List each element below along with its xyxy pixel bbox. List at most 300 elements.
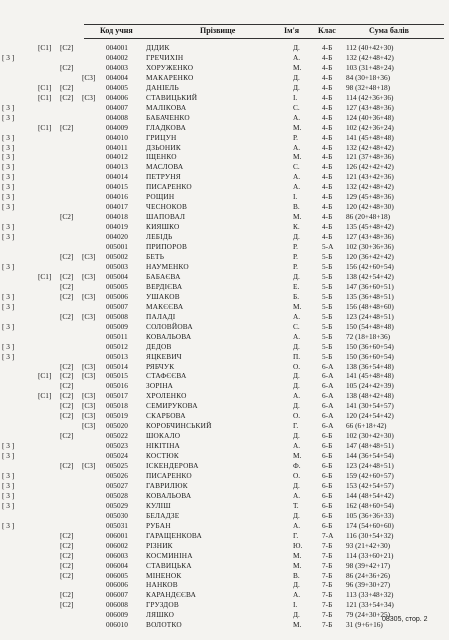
cell-code: 005018 [106,401,128,411]
cell-cls: 6-Б [322,520,333,530]
table-row [0,381,449,391]
cell-name: ЯЦКЕВИЧ [146,351,182,361]
cell-b: [C2] [60,212,74,222]
cell-init: А. [293,490,301,500]
cell-b: [C2] [60,540,74,550]
cell-sum: 114 (42+36+36) [346,92,394,102]
cell-z: [ 3 ] [2,261,15,271]
cell-sum: 126 (42+42+42) [346,162,394,172]
cell-code: 005031 [106,520,128,530]
cell-c: [C3] [82,311,96,321]
cell-name: ДІДИК [146,43,170,52]
cell-init: А. [293,331,301,341]
cell-code: 004016 [106,192,128,202]
cell-z: [ 3 ] [2,441,15,451]
cell-cls: 4-Б [322,92,333,102]
cell-init: Д. [293,510,300,520]
cell-init: А. [293,520,301,530]
cell-name: НАНКОВ [146,580,178,590]
cell-cls: 6-Б [322,431,333,441]
table-row [0,421,449,431]
cell-name: КОСМИНІНА [146,550,193,560]
cell-a: [C1] [38,371,52,381]
cell-code: 006009 [106,610,128,620]
table-row [0,43,449,53]
cell-cls: 4-Б [322,162,333,172]
cell-init: Д. [293,341,300,351]
table-row [0,471,449,481]
cell-sum: 86 (20+48+18) [346,212,391,222]
cell-init: Д. [293,610,300,620]
cell-z: [ 3 ] [2,192,15,202]
cell-name: КОВАЛЬОВА [146,490,192,500]
cell-cls: 5-Б [322,351,333,361]
cell-sum: 112 (40+42+30) [346,43,394,52]
cell-name: НАУМЕНКО [146,261,189,271]
cell-sum: 150 (36+60+54) [346,351,394,361]
cell-name: ДАНІЕЛЬ [146,82,179,92]
table-row [0,133,449,143]
cell-a: [C1] [38,391,52,401]
cell-cls: 4-Б [322,222,333,232]
cell-sum: 127 (43+48+36) [346,102,394,112]
header-initial: Ім'я [284,26,300,35]
cell-code: 004009 [106,122,128,132]
cell-cls: 4-Б [322,82,333,92]
cell-code: 004013 [106,162,128,172]
cell-cls: 4-Б [322,132,333,142]
cell-cls: 5-Б [322,341,333,351]
cell-init: М. [293,62,302,72]
cell-code: 004006 [106,92,128,102]
cell-cls: 5-Б [322,271,333,281]
cell-init: Г. [293,421,299,431]
cell-name: КАРАНДЄЄВА [146,590,197,600]
table-row [0,571,449,581]
cell-sum: 66 (6+18+42) [346,421,387,431]
cell-cls: 6-Б [322,500,333,510]
cell-name: ГАРАЩЕНКОВА [146,530,203,540]
cell-init: В. [293,570,300,580]
cell-cls: 4-Б [322,122,333,132]
cell-c: [C3] [82,72,96,82]
cell-c: [C3] [82,291,96,301]
cell-code: 004019 [106,222,128,232]
cell-cls: 4-Б [322,212,333,222]
table-row [0,282,449,292]
cell-name: СКАРБОВА [146,411,186,421]
cell-sum: 147 (36+60+51) [346,281,394,291]
cell-sum: 120 (24+54+42) [346,411,394,421]
cell-name: ГРУЗДОВ [146,600,179,610]
cell-b: [C2] [60,381,74,391]
table-row [0,232,449,242]
cell-code: 005027 [106,480,128,490]
cell-init: Е. [293,281,300,291]
cell-sum: 174 (54+60+60) [346,520,394,530]
cell-code: 004007 [106,102,128,112]
cell-cls: 4-Б [322,172,333,182]
cell-code: 005003 [106,261,128,271]
cell-sum: 141 (45+48+48) [346,371,394,381]
cell-name: СТАВИЦЬКА [146,560,192,570]
cell-name: ІЩЕНКО [146,152,177,162]
cell-sum: 105 (36+36+33) [346,510,394,520]
cell-sum: 102 (30+42+30) [346,431,394,441]
cell-init: Д. [293,580,300,590]
cell-sum: 138 (48+42+48) [346,391,394,401]
cell-b: [C2] [60,291,74,301]
cell-name: КОСТЮК [146,451,179,461]
table-row [0,491,449,501]
cell-sum: 144 (48+54+42) [346,490,394,500]
cell-name: УШАКОВ [146,291,180,301]
cell-sum: 138 (42+54+42) [346,271,394,281]
cell-name: КИЯШКО [146,222,180,232]
cell-cls: 6-Б [322,480,333,490]
cell-name: РОЩИН [146,192,175,202]
table-row [0,461,449,471]
table-row [0,302,449,312]
table-row [0,272,449,282]
cell-init: Ю. [293,540,303,550]
cell-b: [C2] [60,570,74,580]
cell-code: 005017 [106,391,128,401]
cell-a: [C1] [38,92,52,102]
cell-code: 004008 [106,112,128,122]
cell-name: ХОРУЖЕНКО [146,62,194,72]
table-row [0,531,449,541]
cell-b: [C2] [60,82,74,92]
cell-sum: 102 (42+36+24) [346,122,394,132]
cell-b: [C2] [60,600,74,610]
cell-cls: 7-Б [322,550,333,560]
cell-c: [C3] [82,411,96,421]
cell-name: МАКЄЄВА [146,301,184,311]
cell-z: [ 3 ] [2,470,15,480]
cell-name: СОЛОВЙОВА [146,321,193,331]
cell-sum: 102 (30+36+36) [346,242,394,252]
cell-z: [ 3 ] [2,222,15,232]
cell-z: [ 3 ] [2,232,15,242]
table-row [0,202,449,212]
cell-init: В. [293,202,300,212]
cell-init: М. [293,550,302,560]
table-row [0,332,449,342]
cell-cls: 6-Б [322,461,333,471]
cell-z: [ 3 ] [2,291,15,301]
cell-name: МАКАРЕНКО [146,72,194,82]
cell-name: РІЗНИК [146,540,173,550]
table-row [0,123,449,133]
cell-code: 004012 [106,152,128,162]
cell-init: С. [293,321,300,331]
cell-sum: 156 (42+60+54) [346,261,394,271]
cell-sum: 162 (48+60+54) [346,500,394,510]
cell-sum: 156 (48+48+60) [346,301,394,311]
cell-code: 005028 [106,490,128,500]
cell-b: [C2] [60,391,74,401]
cell-name: ГАВРИЛЮК [146,480,188,490]
cell-code: 005030 [106,510,128,520]
header-surname: Прізвище [200,26,236,35]
cell-init: Д. [293,271,300,281]
cell-name: СТАВИЦЬКИЙ [146,92,198,102]
cell-code: 005001 [106,242,128,252]
cell-init: О. [293,470,301,480]
cell-code: 005014 [106,361,128,371]
cell-name: СТАФЄЄВА [146,371,187,381]
table-row [0,481,449,491]
table-row [0,501,449,511]
table-row [0,600,449,610]
cell-init: А. [293,391,301,401]
table-row [0,391,449,401]
cell-code: 005019 [106,411,128,421]
table-row [0,63,449,73]
cell-cls: 5-Б [322,321,333,331]
cell-code: 005024 [106,451,128,461]
cell-init: А. [293,172,301,182]
cell-code: 005026 [106,470,128,480]
table-row [0,590,449,600]
cell-name: ГЛАДКОВА [146,122,187,132]
cell-cls: 6-А [322,381,334,391]
cell-c: [C3] [82,391,96,401]
cell-code: 005029 [106,500,128,510]
table-row [0,352,449,362]
cell-sum: 141 (45+48+48) [346,132,394,142]
cell-init: Д. [293,480,300,490]
cell-name: ВОЛОТКО [146,620,182,630]
cell-sum: 127 (43+48+36) [346,232,394,242]
cell-code: 004002 [106,52,128,62]
cell-code: 004015 [106,182,128,192]
cell-z: [ 3 ] [2,490,15,500]
cell-init: Д. [293,401,300,411]
cell-b: [C2] [60,461,74,471]
cell-sum: 124 (40+36+48) [346,112,394,122]
cell-code: 006006 [106,580,128,590]
cell-cls: 5-Б [322,331,333,341]
cell-cls: 4-Б [322,43,333,52]
cell-z: [ 3 ] [2,351,15,361]
cell-cls: 7-Б [322,560,333,570]
cell-code: 006004 [106,560,128,570]
results-table [0,43,449,630]
cell-init: Д. [293,72,300,82]
table-row [0,322,449,332]
cell-name: КОВАЛЬОВА [146,331,192,341]
cell-init: М. [293,152,302,162]
cell-name: КОРОБЧИНСЬКИЙ [146,421,212,431]
cell-sum: 120 (36+42+42) [346,252,394,262]
cell-z: [ 3 ] [2,52,15,62]
cell-name: РУБАН [146,520,171,530]
cell-cls: 6-Б [322,490,333,500]
cell-b: [C2] [60,361,74,371]
cell-sum: 120 (42+48+30) [346,202,394,212]
cell-cls: 7-Б [322,580,333,590]
table-row [0,511,449,521]
cell-cls: 7-Б [322,570,333,580]
cell-z: [ 3 ] [2,301,15,311]
cell-code: 005023 [106,441,128,451]
cell-name: КУЛІШ [146,500,171,510]
cell-sum: 121 (37+48+36) [346,152,394,162]
cell-sum: 132 (42+48+42) [346,182,394,192]
cell-sum: 141 (30+54+57) [346,401,394,411]
cell-name: ДЗЬОНИК [146,142,181,152]
cell-code: 005009 [106,321,128,331]
cell-init: К. [293,222,300,232]
cell-init: Т. [293,500,299,510]
cell-code: 005016 [106,381,128,391]
cell-init: Б. [293,291,300,301]
cell-name: СЕМИРУКОВА [146,401,198,411]
cell-sum: 135 (45+48+42) [346,222,394,232]
table-row [0,401,449,411]
cell-init: Д. [293,431,300,441]
table-row [0,362,449,372]
cell-name: ГРЕЧИХІН [146,52,184,62]
cell-b: [C2] [60,371,74,381]
table-row [0,521,449,531]
cell-a: [C1] [38,122,52,132]
cell-cls: 4-Б [322,72,333,82]
cell-init: А. [293,311,301,321]
cell-b: [C2] [60,530,74,540]
cell-init: А. [293,441,301,451]
cell-sum: 31 (9+6+16) [346,620,383,630]
cell-init: М. [293,451,302,461]
cell-name: МІНЕНОК [146,570,182,580]
cell-z: [ 3 ] [2,341,15,351]
cell-name: ПИСАРЕНКО [146,470,192,480]
cell-sum: 123 (24+48+51) [346,311,394,321]
cell-cls: 7-Б [322,600,333,610]
cell-sum: 103 (31+48+24) [346,62,394,72]
cell-z: [ 3 ] [2,162,15,172]
cell-init: О. [293,411,301,421]
cell-cls: 5-Б [322,261,333,271]
cell-cls: 6-А [322,391,334,401]
cell-name: ЧЕСНОКОВ [146,202,188,212]
cell-code: 004005 [106,82,128,92]
cell-code: 005013 [106,351,128,361]
table-row [0,580,449,590]
cell-c: [C3] [82,461,96,471]
cell-b: [C2] [60,92,74,102]
cell-init: Д. [293,371,300,381]
cell-code: 006010 [106,620,128,630]
cell-sum: 147 (48+48+51) [346,441,394,451]
cell-b: [C2] [60,401,74,411]
table-row [0,113,449,123]
cell-cls: 7-Б [322,590,333,600]
cell-cls: 4-Б [322,102,333,112]
cell-a: [C1] [38,43,52,52]
cell-cls: 4-Б [322,62,333,72]
cell-sum: 150 (36+60+54) [346,341,394,351]
cell-sum: 105 (24+42+39) [346,381,394,391]
table-row [0,252,449,262]
cell-cls: 6-Б [322,451,333,461]
cell-cls: 5-Б [322,311,333,321]
cell-c: [C3] [82,401,96,411]
cell-c: [C3] [82,252,96,262]
table-row [0,262,449,272]
cell-code: 004004 [106,72,128,82]
cell-init: Р. [293,261,298,271]
cell-init: М. [293,560,302,570]
cell-b: [C2] [60,411,74,421]
cell-code: 006001 [106,530,128,540]
cell-z: [ 3 ] [2,321,15,331]
cell-code: 004011 [106,142,128,152]
cell-sum: 132 (42+48+42) [346,52,394,62]
cell-name: ШАПОВАЛ [146,212,186,222]
cell-b: [C2] [60,550,74,560]
cell-cls: 5-Б [322,291,333,301]
cell-cls: 4-Б [322,152,333,162]
cell-sum: 153 (42+54+57) [346,480,394,490]
cell-name: ПРИПОРОВ [146,242,188,252]
cell-name: БЕТЬ [146,252,165,262]
cell-cls: 4-Б [322,192,333,202]
cell-code: 005022 [106,431,128,441]
cell-init: М. [293,122,302,132]
cell-code: 006003 [106,550,128,560]
cell-cls: 4-Б [322,232,333,242]
cell-name: ЗОРІНА [146,381,174,391]
table-row [0,451,449,461]
table-row [0,222,449,232]
table-row [0,83,449,93]
header-class: Клас [318,26,336,35]
table-row [0,53,449,63]
header-bottom-rule [84,38,444,39]
cell-z: [ 3 ] [2,451,15,461]
cell-code: 006008 [106,600,128,610]
cell-name: ГРИЦУН [146,132,177,142]
cell-b: [C2] [60,252,74,262]
table-row [0,212,449,222]
cell-init: А. [293,112,301,122]
cell-name: ПЕТРУНЯ [146,172,181,182]
table-header [0,24,449,38]
cell-sum: 93 (21+42+30) [346,540,391,550]
cell-cls: 6-Б [322,470,333,480]
cell-sum: 86 (24+36+26) [346,570,391,580]
cell-name: ЛЕБІДЬ [146,232,173,242]
table-row [0,182,449,192]
cell-init: Ф. [293,461,301,471]
cell-name: ХРОЛЕНКО [146,391,187,401]
cell-name: МАСЛОВА [146,162,184,172]
cell-sum: 84 (30+18+36) [346,72,391,82]
table-row [0,162,449,172]
cell-code: 004020 [106,232,128,242]
cell-name: ПИСАРЕНКО [146,182,192,192]
cell-cls: 5-А [322,242,334,252]
cell-code: 004010 [106,132,128,142]
table-row [0,93,449,103]
cell-init: А. [293,142,301,152]
cell-code: 005002 [106,252,128,262]
cell-code: 004018 [106,212,128,222]
cell-code: 005008 [106,311,128,321]
